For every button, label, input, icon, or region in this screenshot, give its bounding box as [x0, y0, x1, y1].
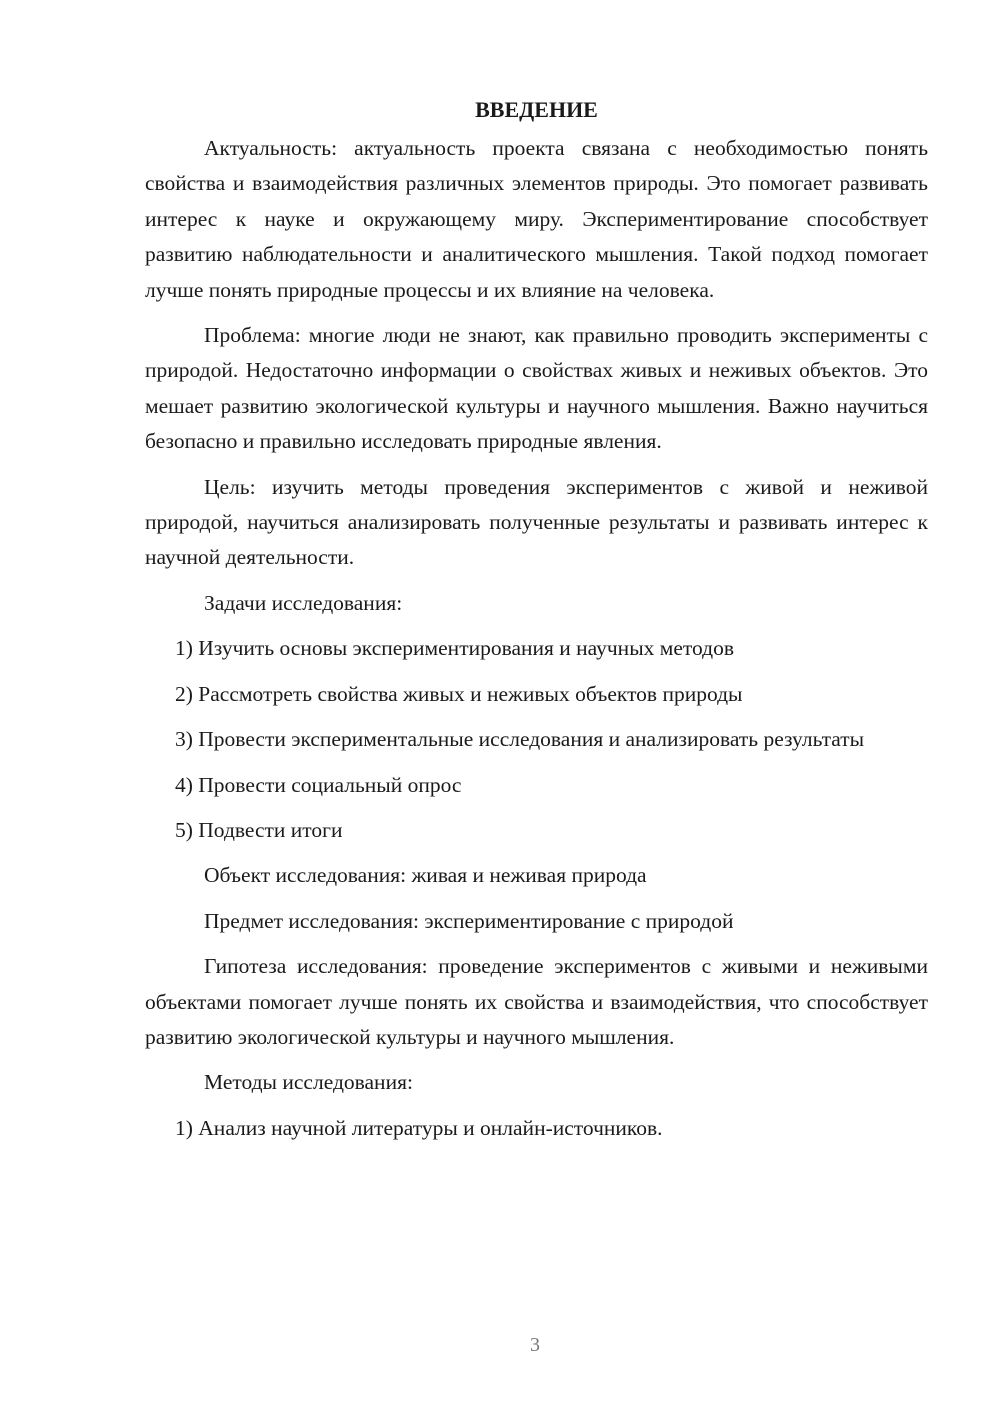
task-item: 1) Изучить основы экспериментирования и научных методов [175, 636, 734, 661]
tasks-heading: Задачи исследования: [204, 590, 403, 615]
task-item: 4) Провести социальный опрос [175, 772, 462, 797]
document-page [145, 92, 928, 1146]
relevance-paragraph: Актуальность: актуальность проекта связана с необходимостью понять свойства и взаимодействия различных элементов природы. Это помогает развивать интерес к науке и окружающему миру. Экспериментирование способствует развитию наблюдательности и аналитического мышления. Такой подход помогает лучше понять природные процессы и их влияние на человека. [145, 136, 928, 302]
object-paragraph: Объект исследования: живая и неживая природа [204, 863, 647, 888]
subject-paragraph: Предмет исследования: экспериментирование с природой [204, 908, 734, 933]
page-number: 3 [530, 1334, 540, 1356]
methods-heading: Методы исследования: [204, 1070, 413, 1095]
task-item: 2) Рассмотреть свойства живых и неживых объектов природы [175, 681, 743, 706]
page-title: ВВЕДЕНИЕ [475, 97, 598, 122]
method-item: 1) Анализ научной литературы и онлайн-источников. [175, 1115, 663, 1140]
goal-paragraph: Цель: изучить методы проведения экспериментов с живой и неживой природой, научиться анализировать полученные результаты и развивать интерес к научной деятельности. [145, 474, 928, 570]
problem-paragraph: Проблема: многие люди не знают, как правильно проводить эксперименты с природой. Недостаточно информации о свойствах живых и неживых объектов. Это мешает развитию экологической культуры и научного мышления. Важно научиться безопасно и правильно исследовать природные явления. [145, 323, 928, 454]
hypothesis-paragraph: Гипотеза исследования: проведение экспериментов с живыми и неживыми объектами помогает лучше понять их свойства и взаимодействия, что способствует развитию экологической культуры и научного мышления. [145, 954, 928, 1049]
task-item: 5) Подвести итоги [175, 817, 343, 842]
task-item: 3) Провести экспериментальные исследования и анализировать результаты [175, 727, 865, 752]
